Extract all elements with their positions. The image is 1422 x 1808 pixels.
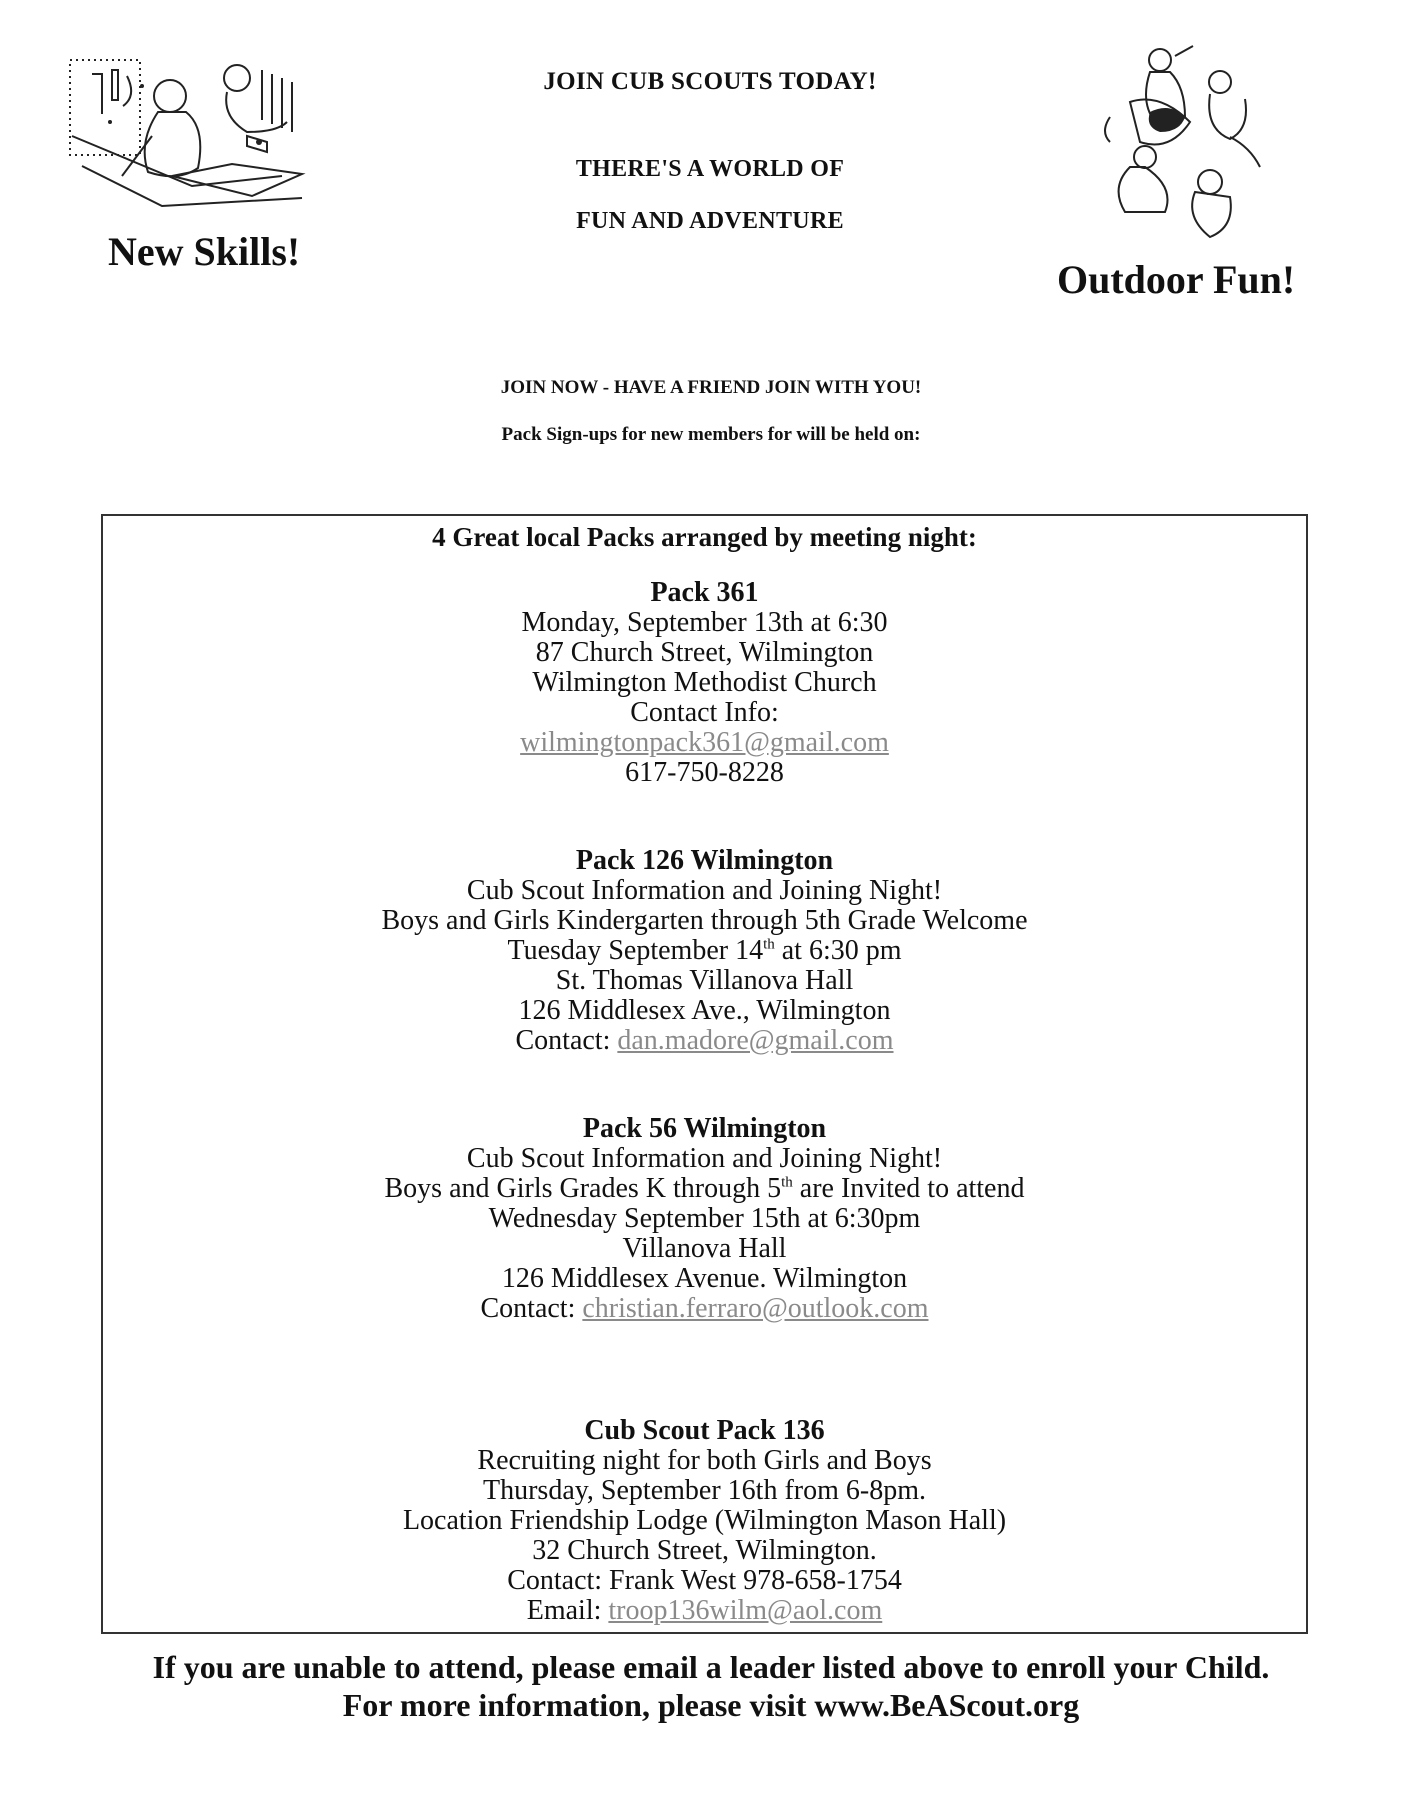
- outdoor-clipart: [1090, 42, 1280, 242]
- pack-email-link[interactable]: troop136wilm@aol.com: [608, 1595, 883, 1626]
- pack-contact-label: Contact:: [515, 1025, 618, 1056]
- pack-136: [103, 1416, 1306, 1626]
- pack-address: 126 Middlesex Ave., Wilmington: [518, 995, 891, 1026]
- pack-date: Wednesday September 15th at 6:30pm: [488, 1203, 921, 1234]
- pack-email-label: Email:: [526, 1595, 609, 1626]
- pack-venue: St. Thomas Villanova Hall: [555, 965, 854, 996]
- pack-name: Pack 361: [650, 577, 759, 608]
- pack-email-link[interactable]: christian.ferraro@outlook.com: [582, 1293, 929, 1324]
- pack-email-link[interactable]: wilmingtonpack361@gmail.com: [520, 727, 889, 758]
- pack-address: 32 Church Street, Wilmington.: [532, 1535, 877, 1566]
- footer-enroll-text: If you are unable to attend, please email a leader listed above to enroll your Child.: [152, 1649, 1270, 1685]
- tagline-line1: THERE'S A WORLD OF: [575, 156, 845, 182]
- pack-name: Pack 56 Wilmington: [582, 1113, 827, 1144]
- new-skills-caption: New Skills!: [108, 229, 301, 274]
- join-now-text: JOIN NOW - HAVE A FRIEND JOIN WITH YOU!: [500, 377, 922, 398]
- pack-date: Thursday, September 16th from 6-8pm.: [483, 1475, 926, 1506]
- pack-venue: Wilmington Methodist Church: [532, 667, 877, 698]
- pack-email-link[interactable]: dan.madore@gmail.com: [617, 1025, 894, 1056]
- pack-361: [103, 578, 1306, 788]
- page-title: JOIN CUB SCOUTS TODAY!: [543, 68, 877, 95]
- ordinal-suffix: th: [763, 936, 775, 953]
- pack-info: Cub Scout Information and Joining Night!: [466, 875, 943, 906]
- pack-eligibility: [103, 1174, 1306, 1204]
- pack-contact-label: Contact Info:: [630, 697, 779, 728]
- pack-126: [103, 846, 1306, 1056]
- packs-box-title: 4 Great local Packs arranged by meeting night:: [432, 522, 977, 552]
- ordinal-suffix: th: [781, 1174, 793, 1191]
- workshop-clipart: [62, 56, 342, 221]
- pack-venue: Location Friendship Lodge (Wilmington Mason Hall): [402, 1505, 1007, 1536]
- packs-box: [101, 514, 1308, 1634]
- pack-address: 126 Middlesex Avenue. Wilmington: [501, 1263, 908, 1294]
- pack-56: [103, 1114, 1306, 1324]
- footer-info-text: For more information, please visit www.BeAScout.org: [342, 1687, 1080, 1723]
- tagline-line2: FUN AND ADVENTURE: [576, 208, 844, 234]
- pack-contact: Contact: Frank West 978-658-1754: [507, 1565, 902, 1596]
- pack-eligibility-text-end: are Invited to attend: [792, 1173, 1025, 1204]
- outdoor-fun-caption: Outdoor Fun!: [1057, 257, 1296, 302]
- pack-eligibility: Boys and Girls Kindergarten through 5th Grade Welcome: [381, 905, 1028, 936]
- pack-contact-label: Contact:: [480, 1293, 583, 1324]
- pack-time-text: at 6:30 pm: [774, 935, 902, 966]
- pack-phone: 617-750-8228: [625, 757, 784, 788]
- pack-info: Cub Scout Information and Joining Night!: [466, 1143, 943, 1174]
- pack-date: [103, 936, 1306, 966]
- pack-address: 87 Church Street, Wilmington: [535, 637, 874, 668]
- pack-eligibility-text: Boys and Girls Grades K through 5: [384, 1173, 782, 1204]
- pack-date-text: Tuesday September 14: [507, 935, 764, 966]
- signups-text: Pack Sign-ups for new members for will be held on:: [501, 424, 921, 445]
- pack-info: Recruiting night for both Girls and Boys: [477, 1445, 932, 1476]
- pack-name: Pack 126 Wilmington: [575, 845, 834, 876]
- pack-name: Cub Scout Pack 136: [584, 1415, 825, 1446]
- pack-date: Monday, September 13th at 6:30: [521, 607, 888, 638]
- pack-venue: Villanova Hall: [622, 1233, 787, 1264]
